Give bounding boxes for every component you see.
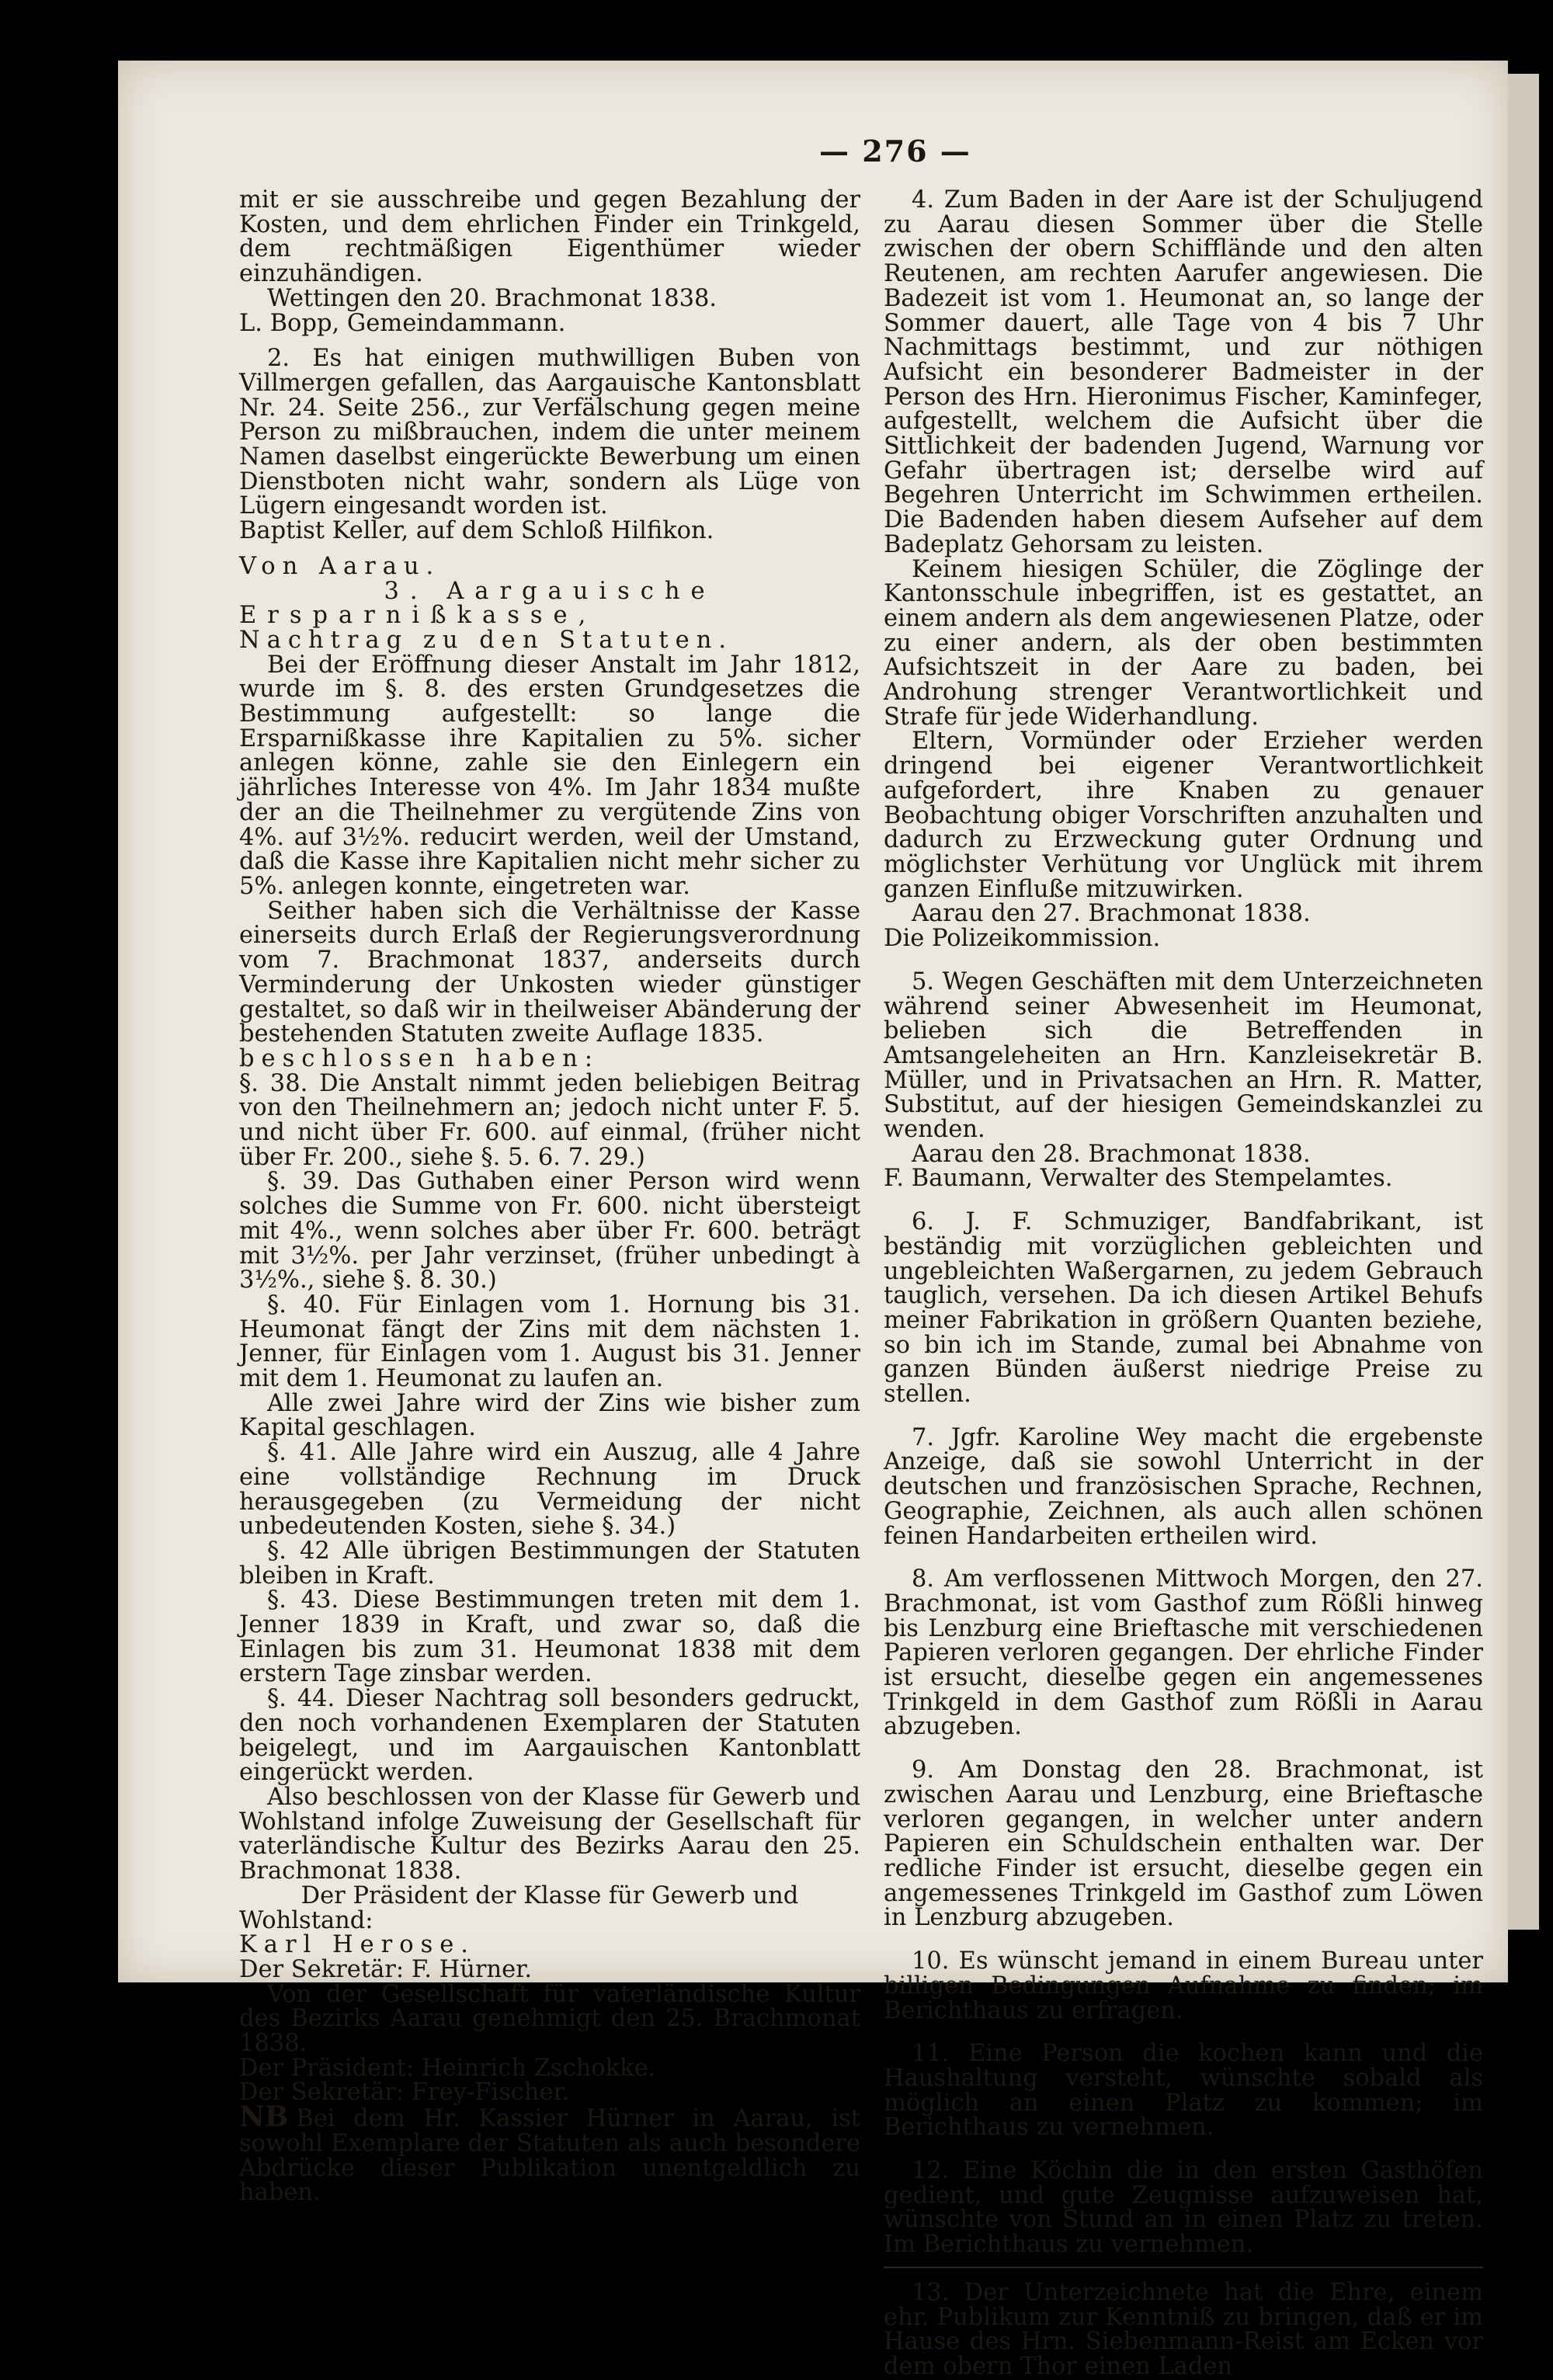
left-paragraph <box>239 1440 860 1539</box>
paragraph-text: §. 43. Diese Bestimmungen treten mit dem 1. Jenner 1839 in Kraft, und zwar so, daß die Einlagen bis zum 31. Heumonat 1838 mit dem erstern Tage zinsbar werden. <box>239 1586 860 1688</box>
paragraph-text: Der Sekretär: F. Hürner. <box>239 1955 533 1983</box>
spacer <box>884 1739 1483 1758</box>
paragraph-text: Nachtrag zu den Statuten. <box>239 626 734 654</box>
paragraph-text: §. 44. Dieser Nachtrag soll besonders gedruckt, den noch vorhandenen Exemplaren der Statuten beigelegt, und im Aargauischen Kantonblatt eingerückt werden. <box>239 1685 860 1787</box>
spacer <box>884 2140 1483 2159</box>
paragraph-text: 10. Es wünscht jemand in einem Bureau unter billigen Bedingungen Aufnahme zu finden; im Berichthaus zu erfragen. <box>884 1947 1483 2024</box>
paragraph-text: §. 38. Die Anstalt nimmt jeden beliebigen Beitrag von den Theilnehmern an; jedoch nicht unter F. 5. und nicht über Fr. 600. auf einmal, (früher nicht über Fr. 200., siehe §. 5. 6. 7. 29.) <box>239 1069 860 1171</box>
left-paragraph <box>239 554 860 579</box>
left-paragraph <box>239 628 860 653</box>
paragraph-text: §. 41. Alle Jahre wird ein Auszug, alle 4 Jahre eine vollständige Rechnung im Druck herausgegeben (zu Vermeidung der nicht unbedeutenden Kosten, siehe §. 34.) <box>239 1439 860 1541</box>
paragraph-text: Seither haben sich die Verhältnisse der Kasse einerseits durch Erlaß der Regierungsverordnung vom 7. Brachmonat 1837, anderseits durch Verminderung der Unkosten wieder günstiger gestaltet, so daß wir in theilweiser Abänderung der bestehenden Statuten zweite Auflage 1835. <box>239 897 860 1048</box>
paragraph-text: Der Sekretär: Frey-Fischer. <box>239 2079 570 2107</box>
left-paragraph <box>239 284 860 312</box>
left-paragraph <box>239 311 860 336</box>
paragraph-text: 3. Aargauische Ersparnißkasse, <box>239 577 716 630</box>
separator-rule <box>884 2267 1483 2268</box>
left-paragraph <box>239 2100 860 2207</box>
right-paragraph <box>884 970 1483 1142</box>
left-paragraph <box>239 2080 860 2105</box>
left-paragraph <box>239 1293 860 1392</box>
paragraph-text: beschlossen haben: <box>239 1044 600 1072</box>
paragraph-text: 7. Jgfr. Karoline Wey macht die ergebenste Anzeige, daß sie sowohl Unterricht in der deutschen und französischen Sprache, Rechnen, Geographie, Zeichnen, als auch allen schönen feinen Handarbeiten ertheilen wird. <box>884 1423 1483 1550</box>
left-paragraph <box>239 188 860 287</box>
paragraph-text: Keinem hiesigen Schüler, die Zöglinge der Kantonsschule inbegriffen, ist es gestattet, an einem andern als dem angewiesenen Platze, oder zu einer andern, als der oben bestimmten Aufsichtszeit in der Aare zu baden, bei Androhung strenger Verantwortlichkeit und Strafe für jede Widerhandlung. <box>884 555 1483 731</box>
paragraph-text: 2. Es hat einigen muthwilligen Buben von Villmergen gefallen, das Aargauische Kantonsblatt Nr. 24. Seite 256., zur Verfälschung gegen meine Person zu mißbrauchen, indem die unter meinem Namen daselbst eingerückte Bewerbung um einen Dienstboten nicht wahr, sondern als Lüge von Lügern eingesandt worden ist. <box>239 345 860 520</box>
paragraph-text: Bei dem Hr. Kassier Hürner in Aarau, ist sowohl Exemplare der Statuten als auch besondere Abdrücke dieser Publikation unentgeldlich zu haben. <box>239 2105 860 2207</box>
left-paragraph <box>239 899 860 1047</box>
left-paragraph <box>239 1687 860 1785</box>
right-paragraph <box>884 1949 1483 2023</box>
next-page-edge <box>1508 74 1539 1930</box>
right-paragraph <box>884 1166 1483 1191</box>
left-paragraph <box>239 1389 860 1442</box>
right-paragraph <box>884 729 1483 902</box>
left-paragraph <box>239 1169 860 1293</box>
right-paragraph <box>884 1210 1483 1407</box>
right-paragraph <box>884 902 1483 926</box>
left-paragraph <box>239 1881 860 1934</box>
page-number: — 276 — <box>819 134 971 169</box>
left-paragraph <box>239 1539 860 1588</box>
paragraph-text: 6. J. F. Schmuziger, Bandfabrikant, ist beständig mit vorzüglichen gebleichten und ungebleichten Waßergarnen, zu jedem Gebrauch tauglich, versehen. Da ich diesen Artikel Behufs meiner Fabrikation in größern Quanten beziehe, so bin ich im Stande, zumal bei Abnahme von ganzen Bünden äußerst niedrige Preise zu stellen. <box>884 1208 1483 1409</box>
spacer <box>884 1548 1483 1567</box>
paragraph-text: Von der Gesellschaft für vaterländische Kultur des Bezirks Aarau genehmigt den 25. Brachmonat 1838. <box>239 1980 860 2058</box>
paragraph-text: Die Polizeikommission. <box>884 925 1161 953</box>
left-paragraph <box>239 1044 860 1072</box>
paragraph-text: Bei der Eröffnung dieser Anstalt im Jahr 1812, wurde im §. 8. des ersten Grundgesetzes die Bestimmung aufgestellt: so lange die Ersparnißkasse ihre Kapitalien zu 5%. sicher anlegen könne, zahle sie den Einlegern ein jährliches Interesse von 4%. Im Jahr 1834 mußte der an die Theilnehmer zu vergütende Zins von 4%. auf 3½%. reducirt werden, weil der Umstand, daß die Kasse ihre Kapitalien nicht mehr sicher zu 5%. anlegen konnte, eingetreten war. <box>239 651 860 900</box>
paragraph-text: 8. Am verflossenen Mittwoch Morgen, den 27. Brachmonat, ist vom Gasthof zum Rößli hinweg bis Lenzburg eine Brieftasche mit verschiedenen Papieren verloren gegangen. Der ehrliche Finder ist ersucht, dieselbe gegen ein angemessenes Trinkgeld in dem Gasthof zum Rößli in Aarau abzugeben. <box>884 1565 1483 1741</box>
paragraph-text: §. 39. Das Guthaben einer Person wird wenn solches die Summe von Fr. 600. nicht übersteigt mit 4%., wenn solches aber über Fr. 600. beträgt mit 3½%. per Jahr verzinset, (früher unbedingt à 3½%., siehe §. 8. 30.) <box>239 1168 860 1294</box>
left-paragraph <box>239 579 860 628</box>
paragraph-text: 4. Zum Baden in der Aare ist der Schuljugend zu Aarau diesen Sommer über die Stelle zwischen der obern Schifflände und den alten Reutenen, am rechten Aarufer angewiesen. Die Badezeit ist vom 1. Heumonat an, so lange der Sommer dauert, alle Tage von 4 bis 7 Uhr Nachmittags bestimmt, und zur nöthigen Aufsicht ein besonderer Badmeister in der Person des Hrn. Hieronimus Fischer, Kaminfeger, aufgestellt, welchem die Aufsicht über die Sittlichkeit der badenden Jugend, Warnung vor Gefahr übertragen ist; derselbe wird auf Begehren Unterricht im Schwimmen ertheilen. Die Badenden haben diesem Aufseher auf dem Badeplatz Gehorsam zu leisten. <box>884 186 1483 558</box>
right-paragraph <box>884 1142 1483 1167</box>
spacer <box>884 951 1483 970</box>
left-paragraph <box>239 1588 860 1687</box>
right-paragraph <box>884 2041 1483 2140</box>
paragraph-text: Der Präsident der Klasse für Gewerb und Wohlstand: <box>239 1881 799 1934</box>
paragraph-text: §. 40. Für Einlagen vom 1. Hornung bis 31. Heumonat fängt der Zins mit dem nächsten 1. Jenner, für Einlagen vom 1. August bis 31. Jenner mit dem 1. Heumonat zu laufen an. <box>239 1291 860 1393</box>
paragraph-text: 5. Wegen Geschäften mit dem Unterzeichneten während seiner Abwesenheit im Heumonat, belieben sich die Betreffenden in Amtsangeleheiten an Hrn. Kanzleisekretär B. Müller, und in Privatsachen an Hrn. R. Matter, Substitut, auf der hiesigen Gemeindskanzlei zu wenden. <box>884 968 1483 1144</box>
paragraph-text: 11. Eine Person die kochen kann und die Haushaltung versteht, wünschte sobald als möglich an einen Platz zu kommen; im Berichthaus zu vernehmen. <box>884 2040 1483 2142</box>
left-paragraph <box>239 2056 860 2081</box>
right-paragraph <box>884 1758 1483 1930</box>
left-column <box>239 188 860 2205</box>
paragraph-text: Alle zwei Jahre wird der Zins wie bisher zum Kapital geschlagen. <box>239 1389 860 1442</box>
spacer <box>884 1407 1483 1426</box>
paragraph-text: mit er sie ausschreibe und gegen Bezahlung der Kosten, und dem ehrlichen Finder ein Trinkgeld, dem rechtmäßigen Eigenthümer wieder einzuhändigen. <box>239 186 860 288</box>
left-paragraph <box>239 346 860 519</box>
right-paragraph <box>884 1567 1483 1739</box>
left-paragraph <box>239 1933 860 1958</box>
right-paragraph <box>884 2278 1483 2380</box>
right-paragraph <box>884 188 1483 558</box>
spacer <box>884 1930 1483 1949</box>
nb-marker: NB <box>239 2100 289 2134</box>
paragraph-text: Aarau den 28. Brachmonat 1838. <box>912 1140 1311 1168</box>
paragraph-text: 9. Am Donstag den 28. Brachmonat, ist zwischen Aarau und Lenzburg, eine Brieftasche verloren gegangen, in welcher unter andern Papieren ein Schuldschein enthalten war. Der redliche Finder ist ersucht, dieselbe gegen ein angemessenes Trinkgeld im Gasthof zum Löwen in Lenzburg abzugeben. <box>884 1756 1483 1932</box>
spacer <box>884 1191 1483 1210</box>
right-column <box>884 188 1483 2379</box>
paragraph-text: Eltern, Vormünder oder Erzieher werden dringend bei eigener Verantwortlichkeit aufgefordert, ihre Knaben zu genauer Beobachtung obiger Vorschriften anzuhalten und dadurch zu Erzweckung guter Ordnung und möglichster Verhütung vor Unglück mit ihrem ganzen Einfluße mitzuwirken. <box>884 728 1483 903</box>
left-paragraph <box>239 653 860 899</box>
paragraph-text: Aarau den 27. Brachmonat 1838. <box>912 900 1311 928</box>
paragraph-text: §. 42 Alle übrigen Bestimmungen der Statuten bleiben in Kraft. <box>239 1537 860 1590</box>
paragraph-text: 13. Der Unterzeichnete hat die Ehre, einem ehr. Publikum zur Kenntniß zu bringen, daß er im Hause des Hrn. Siebenmann-Reist am Ecken vor dem obern Thor einen Laden <box>884 2278 1483 2380</box>
right-paragraph <box>884 555 1483 731</box>
left-paragraph <box>239 1785 860 1884</box>
paragraph-text: Also beschlossen von der Klasse für Gewerb und Wohlstand infolge Zuweisung der Gesellschaft für vaterländische Kultur des Bezirks Aarau den 25. Brachmonat 1838. <box>239 1784 860 1885</box>
left-paragraph <box>239 1069 860 1171</box>
spacer <box>884 2023 1483 2041</box>
paragraph-text: Der Präsident: Heinrich Zschokke. <box>239 2054 656 2082</box>
left-paragraph <box>239 1955 860 1983</box>
paragraph-text: Baptist Keller, auf dem Schloß Hilfikon. <box>239 517 714 545</box>
paragraph-text: Wettingen den 20. Brachmonat 1838. <box>267 284 717 312</box>
paragraph-text: 12. Eine Köchin die in den ersten Gasthöfen gedient, und gute Zeugnisse aufzuweisen hat, wünschte von Stund an in einen Platz zu treten. Im Berichthaus zu vernehmen. <box>884 2157 1483 2259</box>
right-paragraph <box>884 926 1483 951</box>
paragraph-text: Karl Herose. <box>239 1931 475 1959</box>
right-paragraph <box>884 2159 1483 2257</box>
left-paragraph <box>239 519 860 544</box>
paragraph-text: L. Bopp, Gemeindammann. <box>239 309 566 337</box>
paragraph-text: Von Aarau. <box>239 552 441 580</box>
paragraph-text: F. Baumann, Verwalter des Stempelamtes. <box>884 1165 1393 1193</box>
left-paragraph <box>239 1982 860 2056</box>
right-paragraph <box>884 1423 1483 1550</box>
